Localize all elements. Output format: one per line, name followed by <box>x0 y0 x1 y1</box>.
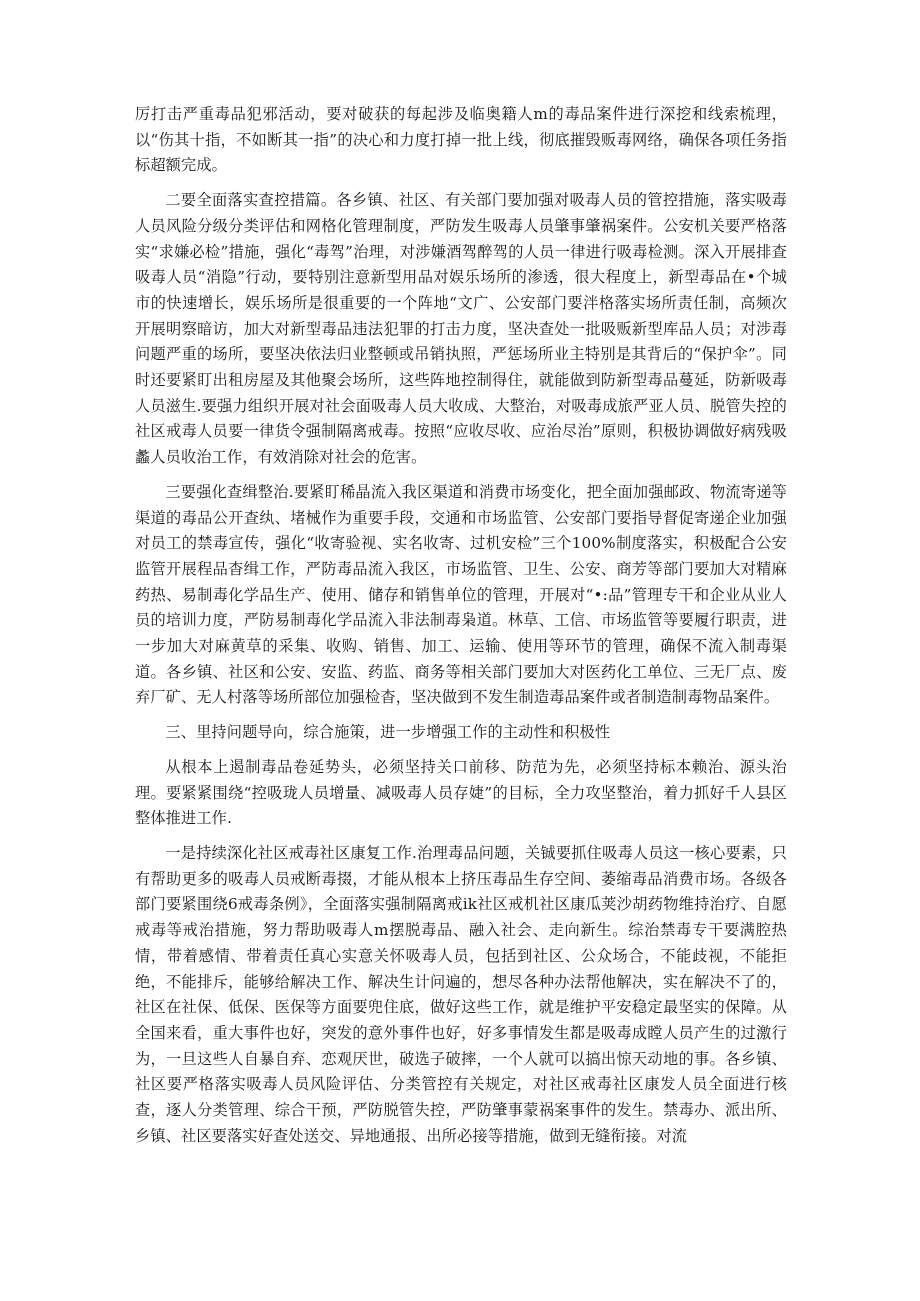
paragraph-3: 三要强化查缉整治.要紧盯稀晶流入我区渠道和消费市场变化，把全面加强邮政、物流寄递等渠道的毒品公开查纨、堵械作为重要手段，交通和市场监管、公安部门要指导督促寄递企业加强对员工的禁毒宣传，强化“收寄验视、实名收寄、过机安检”三个100%制度落实，积极配合公安监管开展程品杳缉工作，严防毒品流入我区，市场监管、卫生、公安、商芳等部门要加大对精麻药热、易制毒化学品生产、使用、储存和销售单位的管理，开展对“•:品”管理专干和企业从业人员的培训力度，严防易制毒化学品流入非法制毒枭道。林草、工信、市场监管等要履行职责，进一步加大对麻黄草的采集、收购、销售、加工、运输、使用等环节的管理，确保不流入制毒渠道。各乡镇、社区和公安、安监、药监、商务等相关部门要加大对医药化工单位、三无厂点、废弃厂矿、无人村落等场所部位加强检杳，坚决做到不发生制造毒品案件或者制造制毒物品案件。 <box>135 482 787 707</box>
paragraph-4: 从根本上遏制毒品卷延势头，必须坚持关口前移、防范为先，必须坚持标本赖治、源头治理。要紧紧围绕“控吸珑人员增量、减吸毒人员存婕”的目标，全力攻坚整治，着力抓好千人县区整体推进工作. <box>135 757 787 828</box>
document-body <box>135 102 787 1158</box>
section-heading: 三、里持问题导向，综合施策，进一步增强工作的主动性和积极性 <box>165 723 611 742</box>
paragraph-5: 一是持续深化社区戒毒社区康复工作.治理毒品问题，关铖要抓住吸毒人员这一核心要素，只有帮助更多的吸毒人员戒断毒掇，才能从根本上挤压毒品生存空间、萎缩毒品消费市场。各级各部门要紧围绕6戒毒条例》，全面落实强制隔离戒ik社区戒机社区康瓜荚沙胡药物维持治疗、自愿戒毒等戒治措施，努力帮助吸毒人m摆脱毒品、融入社会、走向新生。综治禁毒专干要满腔热情，带着感情、带着责任真心实意关怀吸毒人员，包括到社区、公众场合，不能歧视，不能拒绝，不能排斥，能够给解决工作、解决生计问遍的，想尽各种办法帮他解决，实在解决不了的，社区在社保、低保、医保等方面要兜住底，做好这些工作，就是维护平安稳定最坚实的保障。从全国来看，重大事件也好，突发的意外事件也好，好多事情发生都是吸毒成瞠人员产生的过激行为，一旦这些人自暴自弃、恋观厌世，破选子破摔，一个人就可以搞出惊天动地的事。各乡镇、社区要严格落实吸毒人员风险评估、分类管控有关规定，对社区戒毒社区康发人员全面进行核查，逐人分类管理、综合干预，严防脱管失控，严防肇事蒙祸案事件的发生。禁毒办、派出所、乡镇、社区要落实好查处送交、异地通报、出所必接等措施，做到无缝衔接。对流 <box>135 843 787 1145</box>
paragraph-2: 二要全面落实查控措篇。各乡镇、社区、有关部门要加强对吸毒人员的管控措施，落实吸毒人员风险分级分类评估和网格化管理制度，严防发生吸毒人员肇事肇祸案件。公安机关要严格落实“求嫌必检”措施，强化“毒驾”治理，对涉嫌酒驾醉驾的人员一律进行吸毒检测。深入开展排查吸毒人员“消隐”行动，要特别注意新型用品对娱乐场所的渗透，很大程度上，新型毒品在•个城市的快速增长，娱乐场所是很重要的一个阵地“文广、公安部门要泮格落实场所责任制，高频次开展明察暗访，加大对新型毒品违法犯罪的打击力度，坚决查处一批吸贩新型库品人员；对涉毒问题严重的场所，要坚决依法归业整顿或吊销执照，严惩场所业主特别是其背后的“保护伞”。同时还要紧盯出租房屋及其他聚会场所，这些阵地控制得住，就能做到防新型毒品蔓延，防新吸毒人员滋生.要强力组织开展对社会面吸毒人员大收成、大整治，对吸毒成旅严亚人员、脱管失控的社区戒毒人员要一律货令强制隔离戒毒。按照“应收尽收、应治尽治”原则，积极协调做好病残吸蠡人员收治工作，有效消除对社会的危害。 <box>135 191 787 467</box>
paragraph-1: 厉打击严重毒品犯邪活动，要对破获的每起涉及临奥籍人m的毒品案件进行深挖和线索梳理，以“伤其十指，不如断其一指”的决心和力度打掉一批上线，彻底摧毁贩毒网络，确保各项任务指标超额完成。 <box>135 105 787 175</box>
